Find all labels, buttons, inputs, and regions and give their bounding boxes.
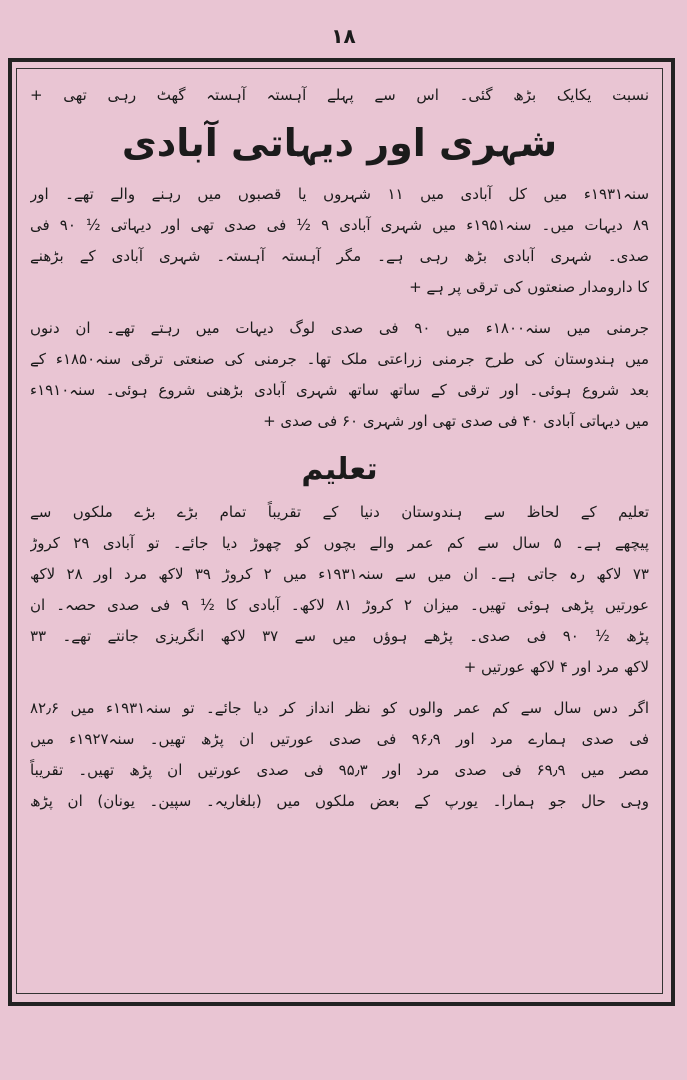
text-line: فی صدی ہمارے مرد اور ۹۶٫۹ فی صدی عورتیں ان پڑھ تھیں۔ سنہ۱۹۲۷ء میں [30,730,649,748]
text-line: مصر میں ۶۹٫۹ فی صدی مرد اور ۹۵٫۳ فی صدی عورتیں ان پڑھ تھیں۔ تقریباً [30,761,649,779]
text-line: پیچھے ہے۔ ۵ سال سے کم عمر والے بچوں کو چھوڑ دیا جائے۔ تو آبادی ۲۹ کروڑ [30,534,649,552]
page-number: ۱۸ [331,24,356,48]
text-line: بعد شروع ہوئی۔ اور ترقی کے ساتھ ساتھ شہری آبادی بڑھنی شروع ہوئی۔ سنہ۱۹۱۰ء [30,381,649,399]
text-line: وہی حال جو ہمارا۔ یورپ کے بعض ملکوں میں (بلغاریہ۔ سپین۔ یونان) ان پڑھ [30,792,649,810]
text-line: اگر دس سال سے کم عمر والوں کو نظر انداز کر دیا جائے۔ تو سنہ۱۹۳۱ء میں ۸۲٫۶ [30,699,649,717]
text-line: لاکھ مرد اور ۴ لاکھ عورتیں + [463,658,649,676]
paragraph-gap [30,303,649,313]
text-line: ۷۳ لاکھ رہ جاتی ہے۔ ان میں سے سنہ۱۹۳۱ء میں ۲ کروڑ ۳۹ لاکھ مرد اور ۲۸ لاکھ [30,565,649,583]
page-body [30,80,649,990]
text-line: نسبت یکایک بڑھ گئی۔ اس سے پہلے آہستہ آہستہ گھٹ رہی تھی + [30,86,649,104]
text-line: عورتیں پڑھی ہوئی تھیں۔ میزان ۲ کروڑ ۸۱ لاکھ۔ آبادی کا ½ ۹ فی صدی حصہ۔ ان [30,596,649,614]
section-heading: تعلیم [301,452,378,487]
text-line: صدی۔ شہری آبادی بڑھ رہی ہے۔ مگر آہستہ آہستہ۔ شہری آبادی کے بڑھنے [30,247,649,265]
paragraph-gap [30,683,649,693]
text-line: تعلیم کے لحاظ سے ہندوستان دنیا کے تقریباً تمام بڑے بڑے ملکوں سے [30,503,649,521]
text-line: ۸۹ دیہات میں۔ سنہ۱۹۵۱ء میں شہری آبادی ۹ ½ فی صدی تھی اور دیہاتی ½ ۹۰ فی [30,216,649,234]
text-line: میں دیہاتی آبادی ۴۰ فی صدی تھی اور شہری ۶۰ فی صدی + [263,412,649,430]
text-line: سنہ۱۹۳۱ء میں کل آبادی میں ۱۱ شہروں یا قصبوں میں رہنے والے تھے۔ اور [30,185,649,203]
section-heading: شہری اور دیہاتی آبادی [121,121,558,165]
text-line: میں ہندوستان کی طرح جرمنی زراعتی ملک تھا۔ جرمنی کی صنعتی ترقی سنہ۱۸۵۰ء کے [30,350,649,368]
text-line: جرمنی میں سنہ۱۸۰۰ء میں ۹۰ فی صدی لوگ دیہات میں رہتے تھے۔ ان دنوں [30,319,649,337]
text-line: پڑھ ½ ۹۰ فی صدی۔ پڑھے ہوؤں میں سے ۳۷ لاکھ انگریزی جانتے تھے۔ ۳۳ [30,627,649,645]
text-line: کا دارومدار صنعتوں کی ترقی پر ہے + [409,278,649,296]
